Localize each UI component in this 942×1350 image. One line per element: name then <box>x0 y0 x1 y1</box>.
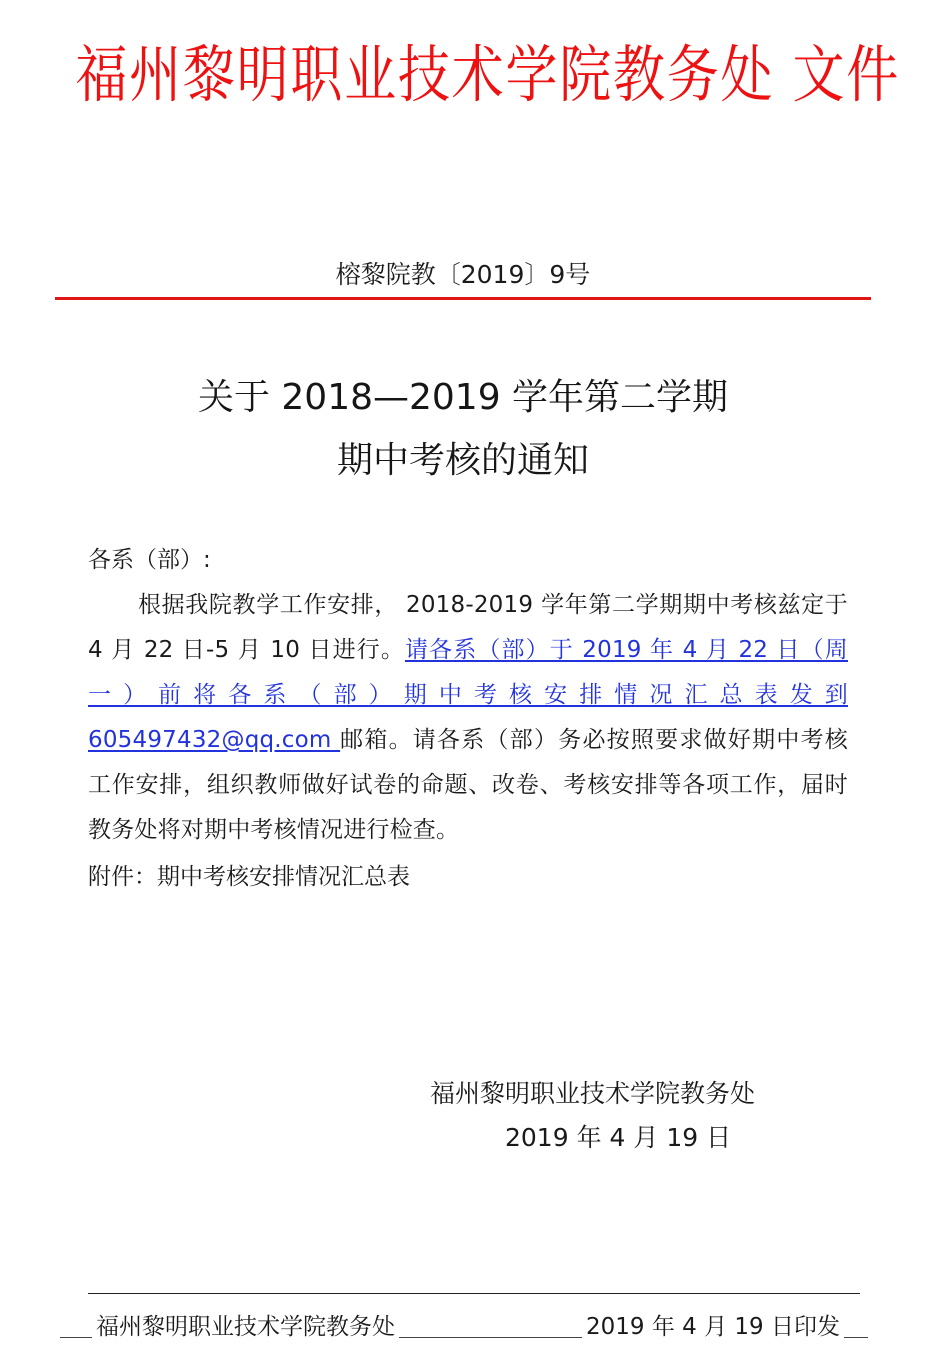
masthead-title: 福州黎明职业技术学院教务处 文件 <box>75 38 901 111</box>
body-paragraph <box>88 583 848 853</box>
red-divider <box>55 297 871 300</box>
signature-date: 2019 年 4 月 19 日 <box>505 1123 732 1152</box>
email-link[interactable]: 请各系（部）于 2019 年 4 月 22 日（周一）前将各系（部）期中考核安排情况汇总表发到 605497432@qq.com <box>88 637 848 753</box>
body-text-intro: 根据我院教学工作安排， 2018-2019 学年第二学期期中考核兹定于 4 月 22 日-5 月 10 日进行。 <box>88 592 848 663</box>
footer-issuer: 福州黎明职业技术学院教务处 <box>92 1308 399 1346</box>
salutation: 各系（部）: <box>88 547 211 573</box>
footer-issue-date: 2019 年 4 月 19 日印发 <box>582 1308 844 1346</box>
notice-title-line-1: 关于 2018—2019 学年第二学期 <box>197 377 729 418</box>
attachment-line: 附件：期中考核安排情况汇总表 <box>88 864 410 890</box>
document-number: 榕黎院教〔2019〕9号 <box>335 260 591 289</box>
body-text-requirements: 邮箱。请各系（部）务必按照要求做好期中考核工作安排，组织教师做好试卷的命题、改卷、考核安排等各项工作，届时教务处将对期中考核情况进行检查。 <box>88 727 849 843</box>
signature-organization: 福州黎明职业技术学院教务处 <box>430 1079 756 1108</box>
footer-rule-top <box>88 1293 860 1294</box>
notice-title-line-2: 期中考核的通知 <box>336 440 589 481</box>
